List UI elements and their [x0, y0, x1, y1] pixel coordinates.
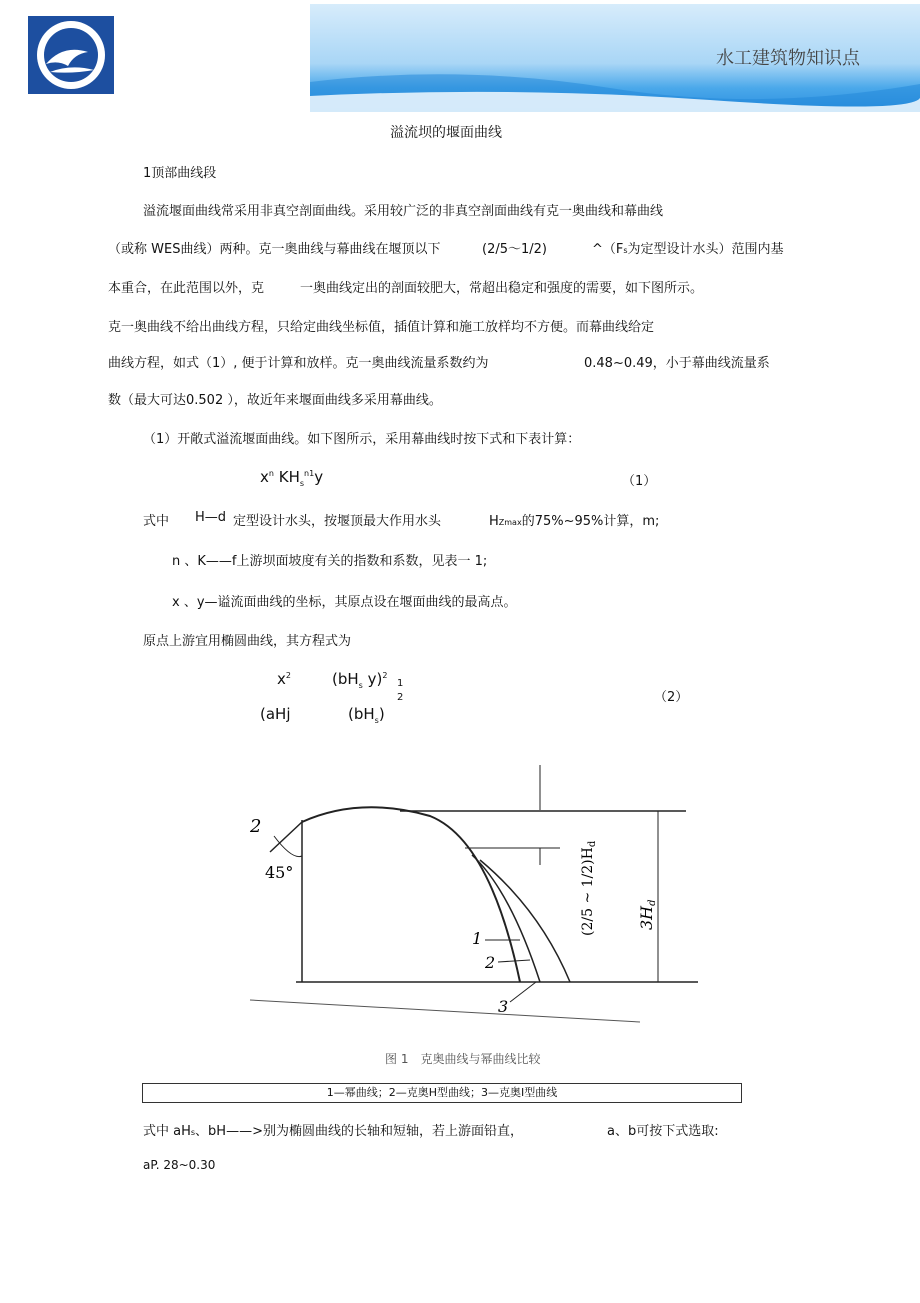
weir-curve-figure	[240, 760, 710, 1035]
definition-line: 式中 H—d 定型设计水头，按堰顶最大作用水头 HZmax的75%~95%计算，m;	[143, 510, 660, 529]
paragraph-line: 式中 aHs、bH——>别为椭圆曲线的长轴和短轴，若上游面铅直， a、b可按下式选取:	[143, 1124, 719, 1139]
section-heading: 1顶部曲线段	[143, 166, 217, 181]
page-title: 溢流坝的堰面曲线	[390, 125, 502, 141]
definition-line: x 、y—谥流面曲线的坐标，其原点设在堰面曲线的最高点。	[172, 595, 517, 610]
curve-label: 3	[498, 997, 509, 1016]
equation-2-numerator: $x^2$ ($bH_s$ y)$^2$ 1 2	[277, 670, 404, 703]
paragraph-line: 克一奥曲线不给出曲线方程，只给定曲线坐标值，插值计算和施工放样均不方便。而幕曲线给定	[108, 320, 655, 335]
angle-label: 45°	[265, 863, 294, 882]
dimension-label: 3Hd	[637, 899, 658, 930]
curve-label: 1	[472, 929, 483, 948]
dimension-label: (2/5 ~ $1/2)H_d$	[580, 840, 598, 936]
paragraph-line: aP. 28~0.30	[143, 1158, 216, 1172]
paragraph-line: 原点上游宜用椭圆曲线，其方程式为	[143, 634, 352, 649]
equation-number: （2）	[654, 690, 689, 705]
paragraph-line: 曲线方程，如式（1）, 便于计算和放样。克一奥曲线流量系数约为 0.48~0.49，小于幕曲线流量系	[108, 356, 770, 371]
equation-2-denominator: (aHj $(bH_s)$	[260, 705, 385, 725]
paragraph-line: （或称 WES曲线）两种。克一奥曲线与幕曲线在堰顶以下 (2/5～1/2) ^（Fs为定型设计水头）范围内基	[108, 242, 784, 257]
header-title: 水工建筑物知识点	[716, 48, 860, 69]
paragraph-line: 数（最大可达0.502 ），故近年来堰面曲线多采用幕曲线。	[108, 393, 442, 408]
figure-label: 2	[250, 816, 262, 837]
equation-1: $x^n$ $KH_s^{n1}y$	[260, 468, 324, 488]
figure-legend: 1—幂曲线；2—克奥H型曲线；3—克奥I型曲线	[142, 1083, 742, 1103]
curve-label: 2	[485, 953, 496, 972]
paragraph-line: 本重合，在此范围以外，克 一奥曲线定出的剖面较肥大，常超出稳定和强度的需要，如下图所示。	[108, 281, 704, 296]
header-banner	[310, 4, 920, 112]
paragraph-line: （1）开敞式溢流堰面曲线。如下图所示，采用幕曲线时按下式和下表计算：	[143, 432, 581, 447]
definition-line: n 、K——f上游坝面坡度有关的指数和系数，见表一 1;	[172, 554, 488, 569]
paragraph-line: 溢流堰面曲线常采用非真空剖面曲线。采用较广泛的非真空剖面曲线有克一奥曲线和幕曲线	[143, 204, 664, 219]
equation-number: （1）	[622, 474, 657, 489]
logo	[28, 16, 114, 94]
figure-caption: 图 1 克奥曲线与幂曲线比较	[385, 1052, 541, 1066]
